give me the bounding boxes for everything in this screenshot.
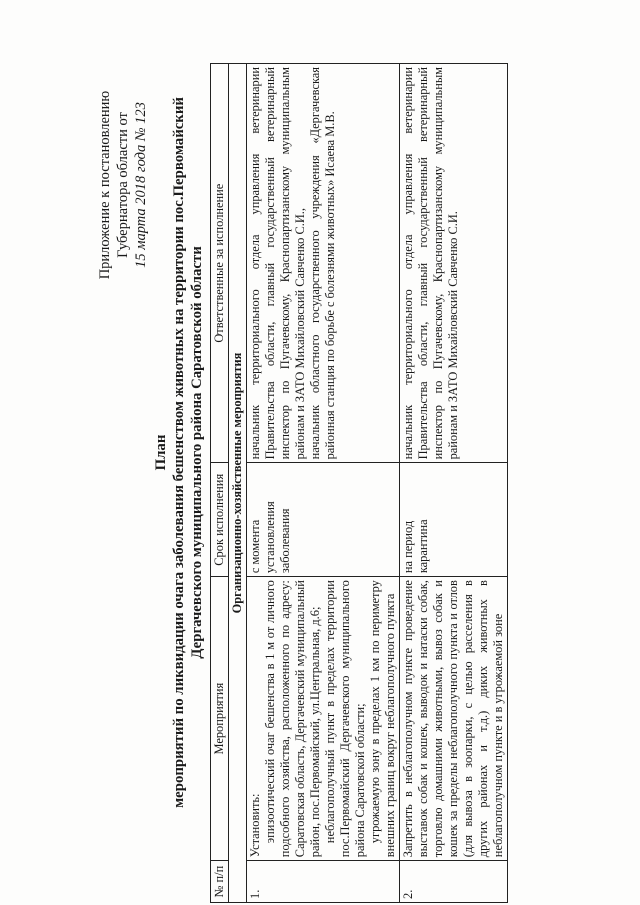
approval-block: [96, 35, 150, 335]
approval-line-1: Приложение к постановлению: [97, 90, 113, 280]
section-title: Организационно-хозяйственные мероприятия: [229, 64, 247, 903]
row-1-activity-p2: эпизоотический очаг бешенства в 1 м от личного подсобного хозяйства, расположенного по адресу: Саратовская область, Дергачевский муниципальный район, пос.Первомайский, ул.Центральная, д.6;: [263, 580, 322, 858]
row-2-activity-p1: Запретить в неблагополучном пункте проведение выставок собак и кошек, выводок и натаски собак, торговлю домашними животными, вывоз собак и кошек за пределы неблагополучного пункта и отлов (для вывоза в зоопарки, с целью расселения в других районах и т.д.) диких животных в неблагополучном пункте и в угрожаемой зоне: [401, 580, 505, 858]
approval-line-2: Губернатора области от: [115, 112, 131, 258]
header-term: Срок исполнения: [211, 463, 229, 577]
title-heading: План: [153, 434, 169, 471]
row-1-activity: [247, 577, 400, 861]
row-2-responsible-p1: начальник территориального отдела управления ветеринарии Правительства области, главный государственный ветеринарный инспектор по Пугачевскому, Краснопартизанскому муниципальным районам и ЗАТО Михайловский Савченко С.И.: [401, 67, 460, 460]
row-1-activity-p1: Установить:: [248, 793, 262, 858]
section-row: [229, 64, 247, 903]
row-2-num: 2.: [400, 861, 508, 903]
row-1-responsible: [247, 64, 400, 463]
title-line-1: мероприятий по ликвидации очага заболевания бешенством животных на территории пос.Первомайский: [171, 97, 187, 808]
row-1-term: с момента установления заболевания: [247, 463, 400, 577]
row-1-responsible-p2: начальник областного государственного учреждения «Дергачевская районная станция по борьбе с болезнями животных» Исаева М.В.: [308, 67, 337, 460]
row-2-responsible: [400, 64, 508, 463]
approval-date: 15 марта 2018 года № 123: [133, 102, 149, 268]
header-activity: Мероприятия: [211, 577, 229, 861]
title-line-2: Дергачевского муниципального района Саратовской области: [189, 246, 205, 659]
table-row: [400, 64, 508, 903]
table-row: [247, 64, 400, 903]
row-2-activity: [400, 577, 508, 861]
row-1-activity-p4: угрожаемую зону в пределах 1 км по периметру внешних границ вокруг неблагополучного пункта: [368, 580, 397, 858]
row-1-activity-p3: неблагополучный пункт в пределах территории пос.Первомайский Дергачевского муниципального района Саратовской области;: [323, 580, 367, 858]
row-1-num: 1.: [247, 861, 400, 903]
document-title: [152, 20, 206, 885]
plan-table: [210, 63, 508, 903]
header-num: № п/п: [211, 861, 229, 903]
header-responsible: Ответственные за исполнение: [211, 64, 229, 463]
row-1-responsible-p1: начальник территориального отдела управления ветеринарии Правительства области, главный государственный ветеринарный инспектор по Пугачевскому, Краснопартизанскому муниципальным районам и ЗАТО Михайловский Савченко С.И.,: [248, 67, 307, 460]
row-2-term: на период карантина: [400, 463, 508, 577]
table-header-row: [211, 64, 229, 903]
